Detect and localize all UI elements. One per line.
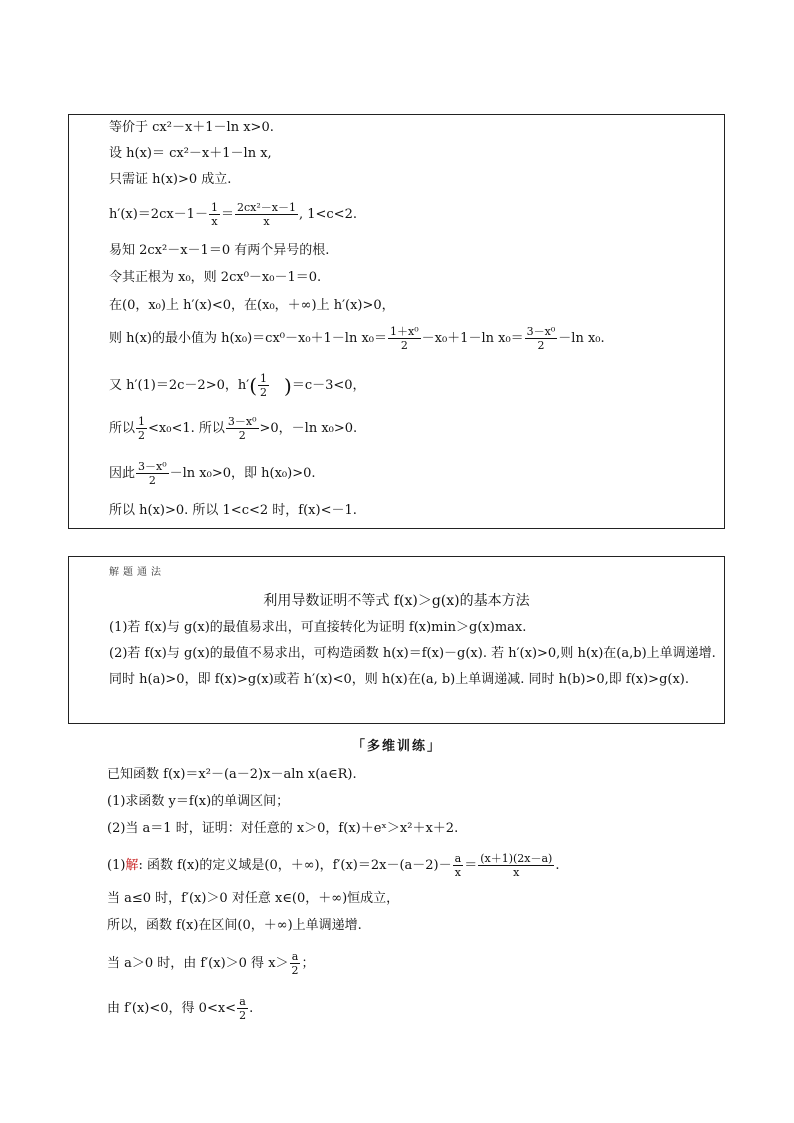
method-title: 利用导数证明不等式 f(x)＞g(x)的基本方法 [263,593,530,609]
fraction: $\frac{a}{x}$ [454,852,462,879]
fraction: $\frac{(x+1)(2x-a)}{x}$ [480,852,553,879]
solution-line-2: 当 a≤0 时，f′(x)＞0 对任意 x∈(0，＋∞)恒成立， [107,891,400,906]
fraction: $\frac{\text{3－x⁰}}{2}$ [526,325,556,352]
method-header: 解题通法 [109,567,165,578]
proof-line-1: 等价于 cx²－x＋1－ln x>0. [109,120,274,135]
proof-line-9: 又 h′(1)＝2c－2>0，h′( $\frac{1}{2}$ )＝c－3<0， [109,372,366,399]
method-box [68,556,725,724]
solution-line-3: 所以，函数 f(x)在区间(0，＋∞)上单调递增. [107,918,362,933]
proof-line-11: 因此 $\frac{\text{3－x⁰}}{2}$ －ln x₀>0，即 h(x₀)>0. [109,460,316,487]
solution-line-4: 当 a＞0 时，由 f′(x)＞0 得 x＞ $\frac{a}{2}$ ； [107,950,315,977]
fraction: $\frac{\text{3－x⁰}}{2}$ [138,460,167,487]
proof-line-12: 所以 h(x)>0. 所以 1<c<2 时，f(x)<－1. [109,503,357,518]
solution-line-5: 由 f′(x)<0，得 0<x< $\frac{a}{2}$ . [107,995,254,1022]
fraction: $\frac{1}{2}$ [138,415,146,442]
proof-line-10: 所以 $\frac{1}{2}$ <x₀<1. 所以 $\frac{\text{3－x⁰}}{2}$ >0，－ln x₀>0. [109,415,358,442]
fraction: $\frac{1}{x}$ [210,201,218,228]
method-point-2: (2)若 f(x)与 g(x)的最值不易求出，可构造函数 h(x)＝f(x)－g(x). 若 h′(x)>0,则 h(x)在(a,b)上单调递增. 同时 h(a)>0，即 f(x)>g(x)或若 h′(x)<0，则 h(x)在(a, b)上单调递减. 同时 h(b)>0,即 f(x)>g(x). [109,646,716,687]
fraction: $\frac{a}{2}$ [291,950,299,977]
proof-line-4: h′(x)＝2cx－1－ $\frac{1}{x}$ ＝ $\frac{\text{2cx²－x－1}}{x}$ , 1<c<2. [109,201,357,228]
fraction: $\frac{\text{1＋x⁰}}{2}$ [390,325,419,352]
fraction: $\frac{a}{2}$ [239,995,247,1022]
method-point-1: (1)若 f(x)与 g(x)的最值易求出，可直接转化为证明 f(x)min＞g(x)max. [109,620,527,635]
fraction: $\frac{\text{2cx²－x－1}}{x}$ [236,201,296,228]
proof-line-3: 只需证 h(x)>0 成立. [109,172,232,187]
section-title: 「多维训练」 [351,739,442,754]
proof-line-8: 则 h(x)的最小值为 h(x₀)＝cx⁰－x₀＋1－ln x₀＝ $\frac{\text{1＋x⁰}}{2}$ －x₀＋1－ln x₀＝ $\frac{\text{3－x⁰}}{2}$ －ln x₀. [109,325,605,352]
proof-line-7: 在(0，x₀)上 h′(x)<0，在(x₀，＋∞)上 h′(x)>0， [109,298,395,313]
problem-part-2: (2)当 a＝1 时，证明：对任意的 x＞0，f(x)＋eˣ＞x²＋x＋2. [107,821,459,836]
proof-line-5: 易知 2cx²－x－1＝0 有两个异号的根. [109,243,330,258]
proof-line-2: 设 h(x)＝ cx²－x＋1－ln x, [109,146,272,161]
proof-line-6: 令其正根为 x₀，则 2cx⁰－x₀－1＝0. [109,270,322,285]
fraction: $\frac{1}{2}$ [260,372,267,399]
fraction: $\frac{\text{3－x⁰}}{2}$ [227,415,257,442]
problem-statement: 已知函数 f(x)＝x²－(a－2)x－aln x(a∈R). [107,767,357,782]
proof-box [68,114,725,529]
problem-part-1: (1)求函数 y＝f(x)的单调区间； [107,794,290,809]
solution-line-1: (1)解: 函数 f(x)的定义域是(0，＋∞)，f′(x)＝2x－(a－2)－ $\frac{a}{x}$ ＝ $\frac{(x+1)(2x-a)}{x}$ . [107,852,560,879]
solution-label: 解 [125,858,139,873]
